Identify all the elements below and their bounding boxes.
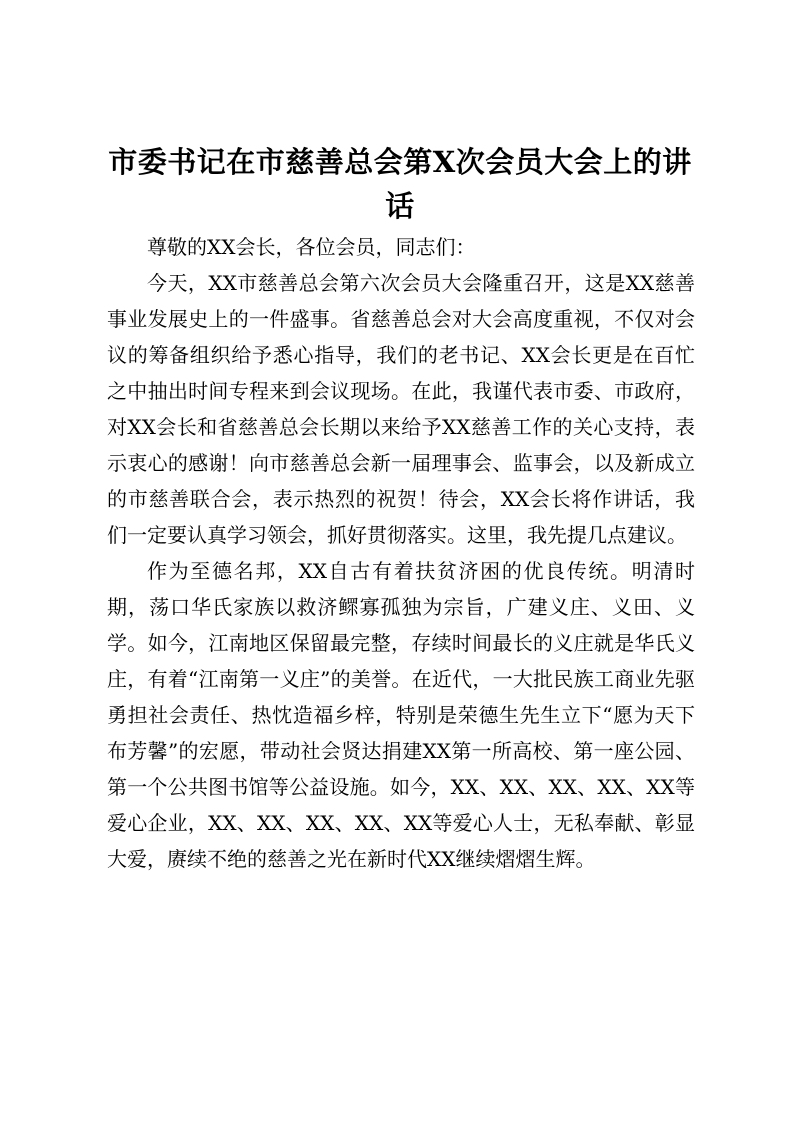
body-paragraph-1: 今天，XX市慈善总会第六次会员大会隆重召开，这是XX慈善事业发展史上的一件盛事。省慈善总会对大会高度重视，不仅对会议的筹备组织给予悉心指导，我们的老书记、XX会长更是在百忙之中抽出时间专程来到会议现场。在此，我谨代表市委、市政府，对XX会长和省慈善总会长期以来给予XX慈善工作的关心支持，表示衷心的感谢！向市慈善总会新一届理事会、监事会，以及新成立的市慈善联合会，表示热烈的祝贺！待会，XX会长将作讲话，我们一定要认真学习领会，抓好贯彻落实。这里，我先提几点建议。	[107, 271, 695, 547]
document-title: 市委书记在市慈善总会第Ⅹ次会员大会上的讲话	[108, 145, 692, 223]
document-body	[107, 229, 695, 877]
body-paragraph-2: 作为至德名邦，XX自古有着扶贫济困的优良传统。明清时期，荡口华氏家族以救济鳏寡孤独为宗旨，广建义庄、义田、义学。如今，江南地区保留最完整，存续时间最长的义庄就是华氏义庄，有着“江南第一义庄”的美誉。在近代，一大批民族工商业先驱勇担社会责任、热忱造福乡梓，特别是荣德生先生立下“愿为天下布芳馨”的宏愿，带动社会贤达捐建XX第一所高校、第一座公园、第一个公共图书馆等公益设施。如今，XX、XX、XX、XX、XX等爱心企业，XX、XX、XX、XX、XX等爱心人士，无私奉献、彰显大爱，赓续不绝的慈善之光在新时代XX继续熠熠生辉。	[107, 559, 695, 871]
greeting-line: 尊敬的XX会长，各位会员，同志们：	[147, 235, 476, 259]
